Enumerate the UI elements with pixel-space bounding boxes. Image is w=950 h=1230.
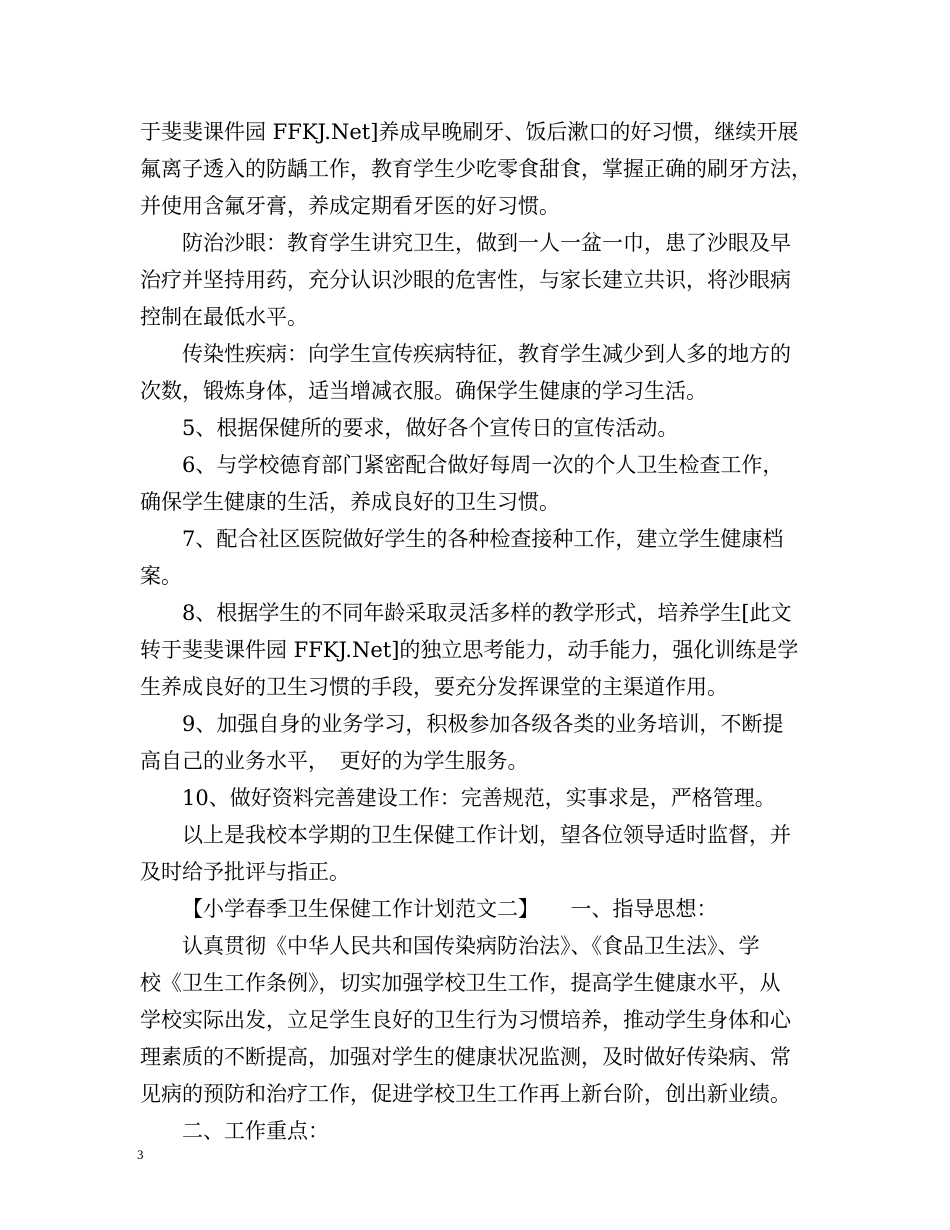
text-line: 治疗并坚持用药，充分认识沙眼的危害性，与家长建立共识，将沙眼病 xyxy=(140,268,791,292)
paragraph-item-8 xyxy=(140,595,824,706)
text-line: 防治沙眼：教育学生讲究卫生，做到一人一盆一巾，患了沙眼及早 xyxy=(182,231,791,255)
text-line: 9、加强自身的业务学习，积极参加各级各类的业务培训，不断提 xyxy=(182,712,784,736)
paragraph-infectious-disease xyxy=(140,336,824,410)
paragraph-trachoma xyxy=(140,225,824,336)
text-line: 传染性疾病：向学生宣传疾病特征，教育学生减少到人多的地方的 xyxy=(182,342,791,366)
text-line: 理素质的不断提高，加强对学生的健康状况监测，及时做好传染病、常 xyxy=(140,1045,791,1069)
text-line: 高自己的业务水平， 更好的为学生服务。 xyxy=(140,749,529,773)
text-line: 氟离子透入的防龋工作，教育学生少吃零食甜食，掌握正确的刷牙方法， xyxy=(140,157,812,181)
text-line: 见病的预防和治疗工作，促进学校卫生工作再上新台阶，创出新业绩。 xyxy=(140,1082,791,1106)
text-line: 次数，锻炼身体，适当增减衣服。确保学生健康的学习生活。 xyxy=(140,379,707,403)
text-line: 并使用含氟牙膏，养成定期看牙医的好习惯。 xyxy=(140,194,560,218)
text-line: 以上是我校本学期的卫生保健工作计划，望各位领导适时监督，并 xyxy=(182,823,791,847)
text-line: 10、做好资料完善建设工作：完善规范，实事求是，严格管理。 xyxy=(182,786,776,810)
paragraph-guiding-ideology xyxy=(140,928,824,1113)
text-line: 6、与学校德育部门紧密配合做好每周一次的个人卫生检查工作， xyxy=(182,453,784,477)
text-line: 及时给予批评与指正。 xyxy=(140,860,350,884)
section-heading-sample-two xyxy=(140,891,824,928)
text-line: 案。 xyxy=(140,564,182,588)
text-line: 7、配合社区医院做好学生的各种检查接种工作，建立学生健康档 xyxy=(182,527,784,551)
text-line: 生养成良好的卫生习惯的手段，要充分发挥课堂的主渠道作用。 xyxy=(140,675,728,699)
text-line: 于斐斐课件园 FFKJ.Net]养成早晚刷牙、饭后漱口的好习惯，继续开展 xyxy=(140,120,799,144)
text-line: 5、根据保健所的要求，做好各个宣传日的宣传活动。 xyxy=(182,416,679,440)
text-line: 控制在最低水平。 xyxy=(140,305,308,329)
paragraph-item-5 xyxy=(140,410,824,447)
text-line: 8、根据学生的不同年龄采取灵活多样的教学形式，培养学生[此文 xyxy=(182,601,792,625)
paragraph-item-6 xyxy=(140,447,824,521)
paragraph-item-7 xyxy=(140,521,824,595)
text-line: 学校实际出发，立足学生良好的卫生行为习惯培养，推动学生身体和心 xyxy=(140,1008,791,1032)
text-line: 转于斐斐课件园 FFKJ.Net]的独立思考能力，动手能力，强化训练是学 xyxy=(140,638,799,662)
text-line: 认真贯彻《中华人民共和国传染病防治法》、《食品卫生法》、学 xyxy=(182,934,760,958)
paragraph-item-10 xyxy=(140,780,824,817)
page-number: 3 xyxy=(137,1147,144,1162)
text-line: 确保学生健康的生活，养成良好的卫生习惯。 xyxy=(140,490,560,514)
paragraph-conclusion xyxy=(140,817,824,891)
text-line: 二、工作重点： xyxy=(182,1119,329,1143)
text-line: 校《卫生工作条例》，切实加强学校卫生工作，提高学生健康水平，从 xyxy=(140,971,781,995)
document-body xyxy=(140,114,824,1150)
paragraph-item-9 xyxy=(140,706,824,780)
paragraph-dental-care xyxy=(140,114,824,225)
text-line: 【小学春季卫生保健工作计划范文二】 一、指导思想： xyxy=(182,897,718,921)
section-heading-work-focus xyxy=(140,1113,824,1150)
